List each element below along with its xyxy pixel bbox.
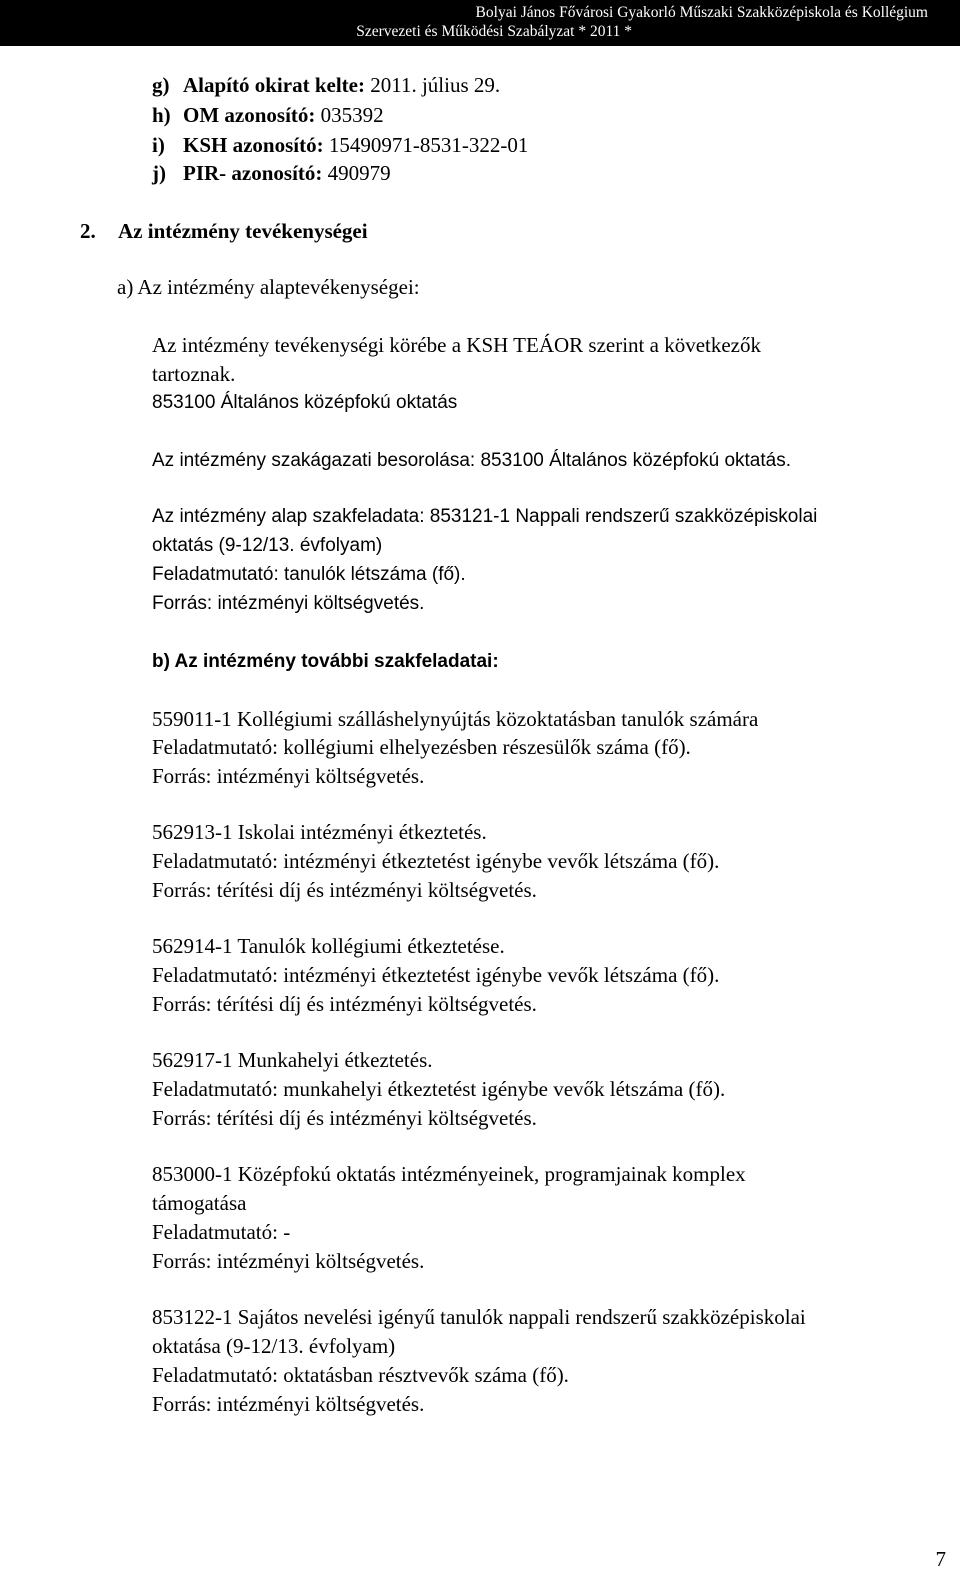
id-letter: j): [152, 161, 166, 185]
task-indicator: Feladatmutató: kollégiumi elhelyezésben részesülők száma (fő).: [152, 735, 691, 759]
task-source: Forrás: intézményi költségvetés.: [152, 764, 425, 788]
id-line-g: [152, 73, 500, 97]
page-header: [0, 0, 960, 46]
task-code-continued: oktatása (9-12/13. évfolyam): [152, 1334, 396, 1358]
section-heading: [80, 219, 368, 243]
task-source: Forrás: térítési díj és intézményi költségvetés.: [152, 878, 537, 902]
subsection-a-heading: a) Az intézmény alaptevékenységei:: [117, 275, 420, 299]
task-indicator: Feladatmutató: -: [152, 1220, 291, 1244]
task-code: 853122-1 Sajátos nevelési igényű tanulók nappali rendszerű szakközépiskolai: [152, 1305, 806, 1329]
task-indicator: Feladatmutató: intézményi étkeztetést igénybe vevők létszáma (fő).: [152, 963, 720, 987]
subsection-b-heading: b) Az intézmény további szakfeladatai:: [152, 651, 499, 672]
a-intro-line2: tartoznak.: [152, 362, 236, 386]
section-title: Az intézmény tevékenységei: [118, 219, 368, 243]
task-code: 562917-1 Munkahelyi étkeztetés.: [152, 1048, 433, 1072]
id-line-i: [152, 133, 528, 157]
task-source: Forrás: intézményi költségvetés.: [152, 1249, 425, 1273]
task-code: 853000-1 Középfokú oktatás intézményeinek, programjainak komplex: [152, 1162, 746, 1186]
id-label: Alapító okirat kelte:: [183, 73, 365, 97]
id-value: 035392: [320, 103, 384, 127]
a-classification: Az intézmény szakágazati besorolása: 853100 Általános középfokú oktatás.: [152, 450, 791, 471]
task-indicator: Feladatmutató: intézményi étkeztetést igénybe vevők létszáma (fő).: [152, 849, 720, 873]
a-main-task-line1: Az intézmény alap szakfeladata: 853121-1 Nappali rendszerű szakközépiskolai: [152, 506, 818, 527]
id-label: PIR- azonosító:: [183, 161, 323, 185]
id-value: 490979: [327, 161, 391, 185]
task-source: Forrás: térítési díj és intézményi költségvetés.: [152, 992, 537, 1016]
a-teaor-code: 853100 Általános középfokú oktatás: [152, 392, 458, 413]
id-label: OM azonosító:: [183, 103, 316, 127]
id-value: 15490971-8531-322-01: [328, 133, 529, 157]
id-letter: g): [152, 73, 170, 97]
task-indicator: Feladatmutató: munkahelyi étkeztetést igénybe vevők létszáma (fő).: [152, 1077, 726, 1101]
header-document-title: Szervezeti és Működési Szabályzat * 2011 *: [356, 23, 632, 40]
task-code: 562913-1 Iskolai intézményi étkeztetés.: [152, 820, 487, 844]
task-code: 559011-1 Kollégiumi szálláshelynyújtás közoktatásban tanulók számára: [152, 707, 759, 731]
task-indicator: Feladatmutató: oktatásban résztvevők száma (fő).: [152, 1363, 569, 1387]
id-line-j: [152, 161, 391, 185]
id-value: 2011. július 29.: [370, 73, 501, 97]
section-number: 2.: [80, 219, 96, 243]
a-source: Forrás: intézményi költségvetés.: [152, 593, 425, 614]
id-letter: i): [152, 133, 165, 157]
header-school-name: Bolyai János Fővárosi Gyakorló Műszaki Szakközépiskola és Kollégium: [475, 4, 928, 21]
a-intro-line1: Az intézmény tevékenységi körébe a KSH TEÁOR szerint a következők: [152, 333, 761, 357]
a-indicator: Feladatmutató: tanulók létszáma (fő).: [152, 564, 466, 585]
id-letter: h): [152, 103, 171, 127]
id-line-h: [152, 103, 384, 127]
id-label: KSH azonosító:: [183, 133, 324, 157]
task-code: 562914-1 Tanulók kollégiumi étkeztetése.: [152, 934, 505, 958]
page-number: 7: [935, 1547, 946, 1571]
task-source: Forrás: intézményi költségvetés.: [152, 1392, 425, 1416]
task-code-continued: támogatása: [152, 1191, 247, 1215]
task-source: Forrás: térítési díj és intézményi költségvetés.: [152, 1106, 537, 1130]
a-main-task-line2: oktatás (9-12/13. évfolyam): [152, 535, 383, 556]
